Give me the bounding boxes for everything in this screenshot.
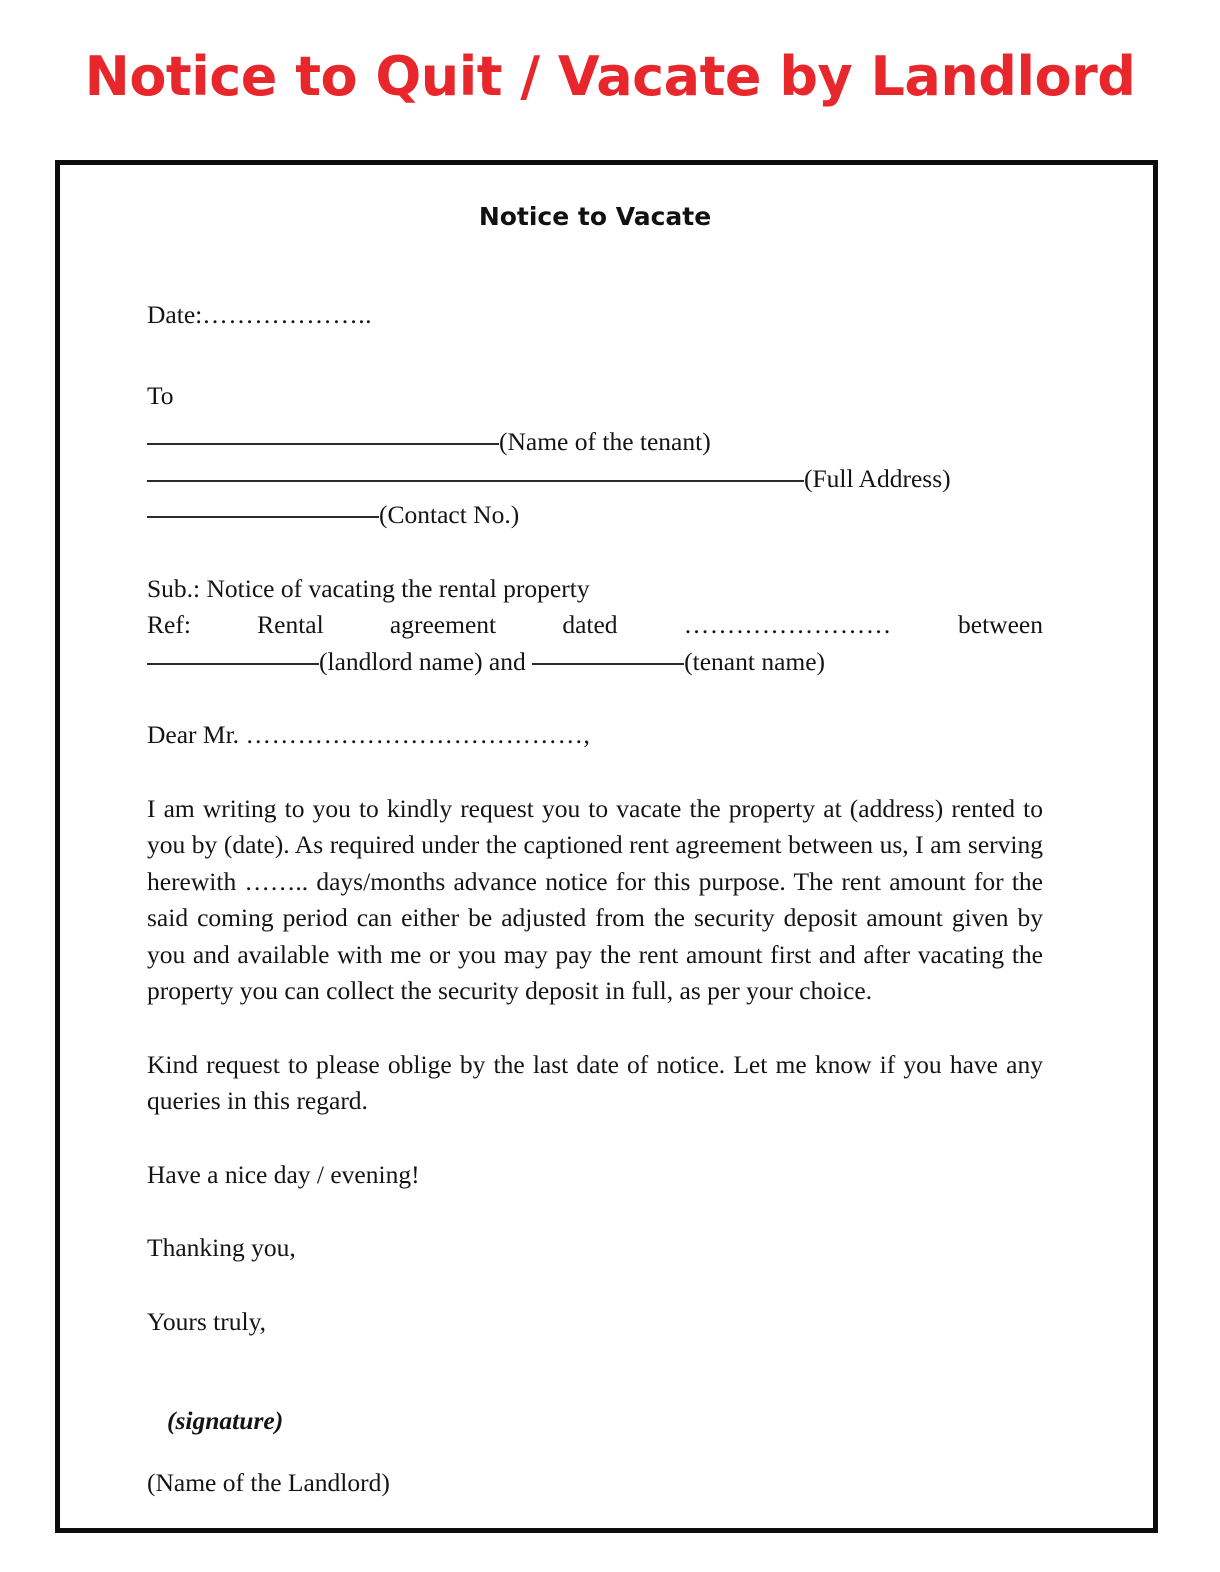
salutation-line xyxy=(147,717,1043,754)
tenant-name-line xyxy=(147,424,1043,461)
ref-line xyxy=(147,607,1043,644)
contact-no-line xyxy=(147,497,1043,534)
full-address-label: (Full Address) xyxy=(804,463,951,493)
full-address-line xyxy=(147,461,1043,498)
document-frame xyxy=(55,160,1158,1533)
subject-line: Sub.: Notice of vacating the rental property xyxy=(147,573,590,603)
full-address-rule xyxy=(147,462,804,482)
contact-no-label: (Contact No.) xyxy=(379,500,520,529)
tenant-name-label-2: (tenant name) xyxy=(684,646,826,676)
salutation-prefix: Dear Mr. xyxy=(147,720,240,749)
landlord-name-rule xyxy=(147,645,319,665)
ref-word-0: Ref: xyxy=(147,610,191,639)
contact-no-rule xyxy=(147,498,379,518)
ref-names-line xyxy=(147,644,1043,681)
page-title: Notice to Quit / Vacate by Landlord xyxy=(84,45,1136,108)
closing-yours-truly: Yours truly, xyxy=(147,1306,267,1336)
signature-placeholder: (signature) xyxy=(167,1405,284,1435)
body-paragraph-1: I am writing to you to kindly request you to vacate the property at (address) rented to you by (date). As required under the captioned rent agreement between us, I am serving herewith …….. days/months advance notice for this purpose. The rent amount for the said coming period can either be adjusted from the security deposit amount given by you and available with me or you may pay the rent amount first and after vacating the property you can collect the security deposit in full, as per your choice. xyxy=(147,793,1043,1005)
body-paragraph-2: Kind request to please oblige by the last date of notice. Let me know if you have any queries in this regard. xyxy=(147,1049,1043,1115)
date-dots: ……………….. xyxy=(202,300,372,329)
ref-date-dots: …………………… xyxy=(683,610,892,639)
ref-word-5: between xyxy=(958,610,1043,639)
tenant-name-label: (Name of the tenant) xyxy=(499,427,711,456)
date-line xyxy=(147,297,1043,334)
date-label: Date: xyxy=(147,300,203,329)
to-label: To xyxy=(147,380,174,410)
tenant-name-rule-2 xyxy=(532,645,684,665)
ref-word-2: agreement xyxy=(389,610,497,639)
closing-greeting: Have a nice day / evening! xyxy=(147,1159,420,1189)
landlord-name-footer: (Name of the Landlord) xyxy=(147,1467,390,1497)
salutation-dots: …………………………………, xyxy=(245,720,591,749)
tenant-name-rule xyxy=(147,425,499,445)
document-body xyxy=(147,201,1043,1527)
ref-word-1: Rental xyxy=(257,610,324,639)
closing-thanks: Thanking you, xyxy=(147,1233,296,1262)
landlord-name-label: (landlord name) and xyxy=(319,646,526,676)
ref-word-3: dated xyxy=(562,610,618,639)
document-heading: Notice to Vacate xyxy=(478,202,712,231)
